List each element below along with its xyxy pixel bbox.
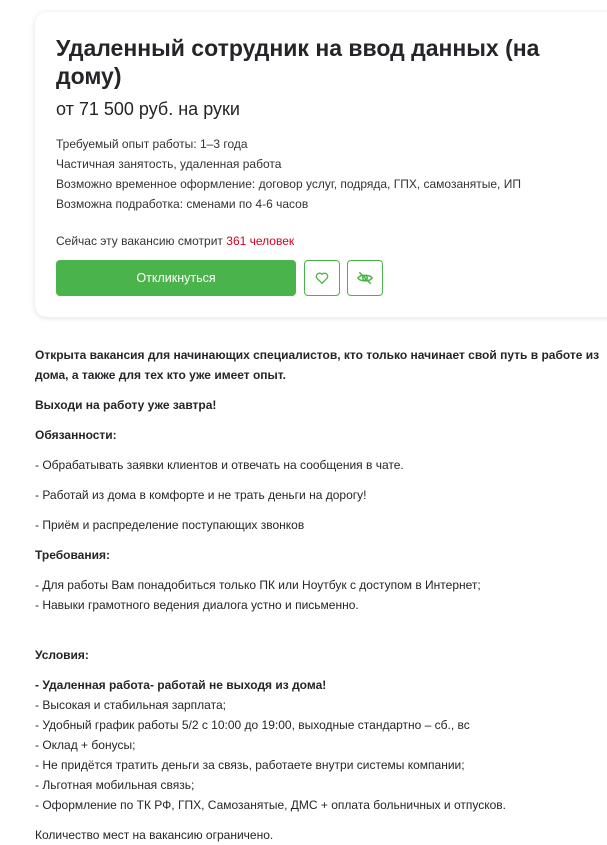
requirement-item: - Для работы Вам понадобиться только ПК или Ноутбук с доступом в Интернет; xyxy=(35,578,481,592)
vacancy-title: Удаленный сотрудник на ввод данных (на дому) xyxy=(56,35,540,89)
apply-button[interactable]: Откликнуться xyxy=(56,260,296,296)
eye-off-icon xyxy=(356,269,374,287)
start-tomorrow-text: Выходи на работу уже завтра! xyxy=(35,398,217,412)
intro-line: Открыта вакансия для начинающих специалистов, кто только начинает свой путь в работе из xyxy=(35,348,600,362)
vacancy-description xyxy=(35,345,605,845)
condition-item: - Не придётся тратить деньги за связь, работаете внутри системы компании; xyxy=(35,758,465,772)
condition-item: - Удобный график работы 5/2 с 10:00 до 19:00, выходные стандартно – сб., вс xyxy=(35,718,470,732)
condition-item: - Удаленная работа- работай не выходя из дома! xyxy=(35,678,327,692)
experience-fact: Требуемый опыт работы: 1–3 года xyxy=(56,137,248,151)
heart-icon xyxy=(314,270,330,286)
hide-vacancy-button[interactable] xyxy=(347,260,383,296)
intro-line: дома, а также для тех кто уже имеет опыт. xyxy=(35,368,286,382)
condition-item: - Высокая и стабильная зарплата; xyxy=(35,698,226,712)
contract-fact: Возможно временное оформление: договор услуг, подряда, ГПХ, самозанятые, ИП xyxy=(56,177,521,191)
duties-heading: Обязанности: xyxy=(35,428,117,442)
viewers-info xyxy=(56,232,294,250)
vacancy-facts xyxy=(56,134,521,214)
shifts-fact: Возможна подработка: сменами по 4-6 часов xyxy=(56,197,309,211)
duty-item: - Работай из дома в комфорте и не трать деньги на дорогу! xyxy=(35,488,367,502)
duty-item: - Приём и распределение поступающих звонков xyxy=(35,518,305,532)
viewers-count: 361 человек xyxy=(226,234,295,248)
duty-item: - Обрабатывать заявки клиентов и отвечать на сообщения в чате. xyxy=(35,458,404,472)
salary: от 71 500 руб. на руки xyxy=(56,99,240,119)
condition-item: - Оклад + бонусы; xyxy=(35,738,136,752)
requirement-item: - Навыки грамотного ведения диалога устно и письменно. xyxy=(35,598,359,612)
employment-fact: Частичная занятость, удаленная работа xyxy=(56,157,282,171)
favorite-button[interactable] xyxy=(304,260,340,296)
conditions-heading: Условия: xyxy=(35,648,89,662)
viewers-label: Сейчас эту вакансию смотрит xyxy=(56,234,227,248)
condition-item: - Льготная мобильная связь; xyxy=(35,778,195,792)
condition-item: - Оформление по ТК РФ, ГПХ, Самозанятые, ДМС + оплата больничных и отпусков. xyxy=(35,798,506,812)
requirements-heading: Требования: xyxy=(35,548,110,562)
limited-places-note: Количество мест на вакансию ограничено. xyxy=(35,828,274,842)
